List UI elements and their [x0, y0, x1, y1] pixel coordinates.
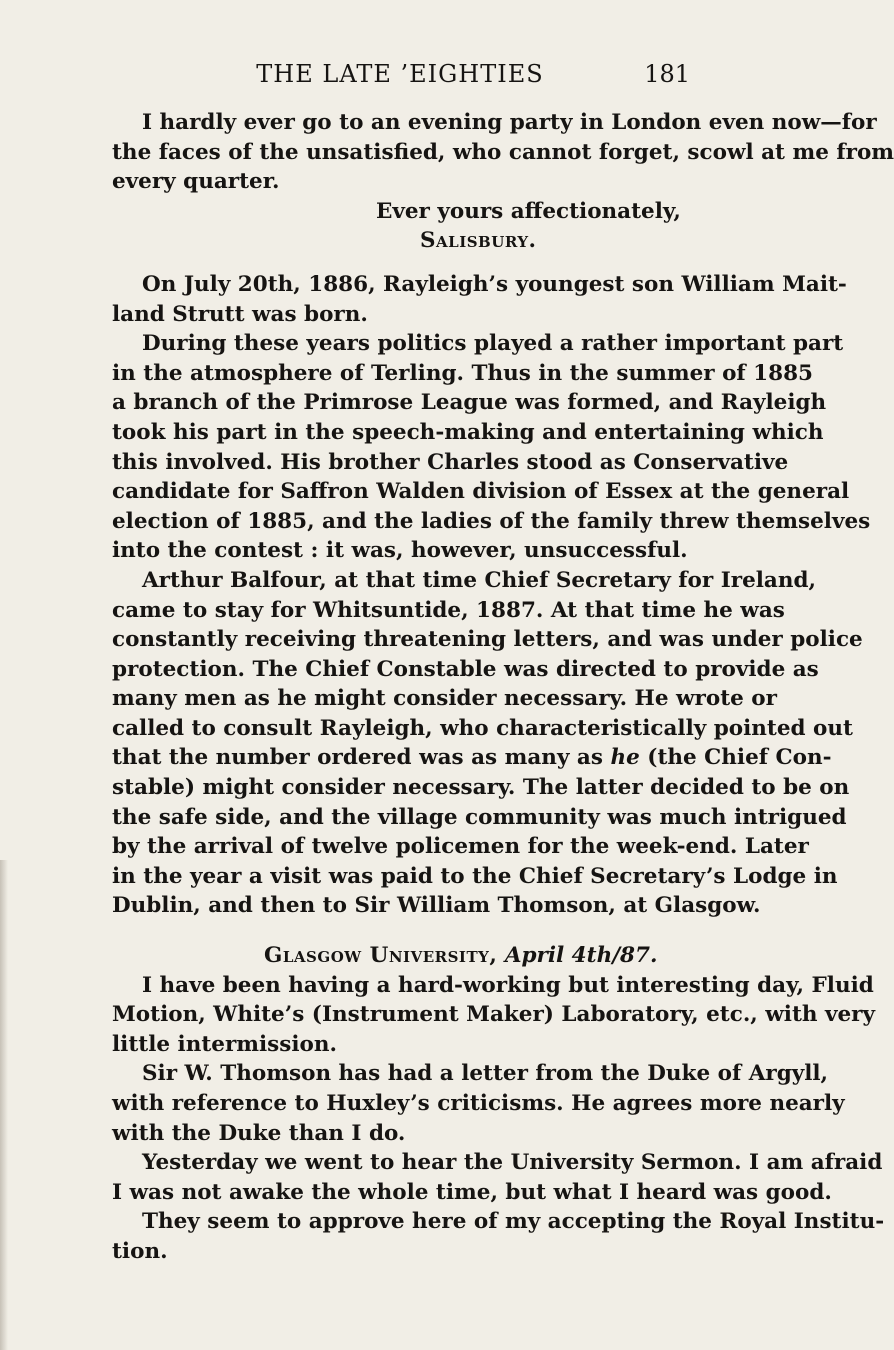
text-line: with reference to Huxley’s criticisms. He agrees more nearly [112, 1091, 845, 1116]
text-line: in the atmosphere of Terling. Thus in the summer of 1885 [112, 360, 813, 386]
letter-signature: Salisbury. [420, 228, 537, 254]
dateline-place: Glasgow University, [264, 943, 498, 969]
text-line: I have been having a hard-working but interesting day, Fluid [142, 972, 874, 998]
text-line: protection. The Chief Constable was directed to provide as [112, 656, 819, 682]
text-line: During these years politics played a rather important part [142, 331, 844, 357]
text-line: with the Duke than I do. [112, 1120, 406, 1146]
text-line: by the arrival of twelve policemen for the week-end. Later [112, 834, 809, 860]
text-line: Sir W. Thomson has had a letter from the Duke of Argyll, [142, 1061, 829, 1087]
paragraph [112, 329, 871, 566]
quoted-letter [112, 941, 885, 1267]
letter-ending [112, 108, 894, 256]
text-line: the faces of the unsatisfied, who cannot forget, scowl at me from [112, 139, 894, 165]
text-line: constantly receiving threatening letters, and was under police [112, 627, 863, 653]
text-line: into the contest : it was, however, unsuccessful. [112, 538, 688, 564]
dateline-date: April 4th/87. [504, 943, 658, 969]
text-line: every quarter. [112, 169, 280, 195]
letter-paragraph [112, 1207, 885, 1266]
text-line: in the year a visit was paid to the Chief Secretary’s Lodge in [112, 863, 838, 889]
letter-paragraph [112, 1059, 845, 1148]
text-segment: that the number ordered was as many as [112, 745, 603, 771]
text-line: Motion, White’s (Instrument Maker) Laboratory, etc., with very [112, 1002, 875, 1028]
page-header [0, 58, 800, 90]
paragraph [112, 566, 863, 921]
text-line: the safe side, and the village community was much intrigued [112, 804, 847, 830]
text-line: took his part in the speech-making and entertaining which [112, 419, 824, 445]
text-line: called to consult Rayleigh, who characteristically pointed out [112, 715, 853, 741]
text-line: stable) might consider necessary. The latter decided to be on [112, 775, 850, 801]
text-line: Yesterday we went to hear the University Sermon. I am afraid [142, 1150, 883, 1176]
text-line: land Strutt was born. [112, 301, 368, 327]
italic-word: he [610, 745, 640, 771]
text-line: many men as he might consider necessary. He wrote or [112, 686, 777, 712]
text-line: came to stay for Whitsuntide, 1887. At that time he was [112, 597, 785, 623]
text-segment: (the Chief Con- [647, 745, 832, 771]
text-line: I was not awake the whole time, but what I heard was good. [112, 1179, 832, 1205]
letter-dateline [112, 941, 700, 971]
text-line-with-italic [112, 743, 832, 773]
text-line: Dublin, and then to Sir William Thomson, at Glasgow. [112, 893, 761, 919]
letter-paragraph [112, 971, 875, 1060]
letter-paragraph [112, 1148, 883, 1207]
text-line: On July 20th, 1886, Rayleigh’s youngest son William Mait- [142, 271, 847, 297]
page-number: 181 [644, 60, 690, 88]
text-line: little intermission. [112, 1031, 338, 1057]
text-line: They seem to approve here of my accepting the Royal Institu- [142, 1209, 885, 1235]
text-line: this involved. His brother Charles stood as Conservative [112, 449, 789, 475]
text-line: candidate for Saffron Walden division of Essex at the general [112, 479, 850, 505]
letter-closing: Ever yours affectionately, [376, 198, 681, 224]
text-line: a branch of the Primrose League was formed, and Rayleigh [112, 390, 827, 416]
text-line: Arthur Balfour, at that time Chief Secretary for Ireland, [142, 567, 817, 593]
page-body [112, 108, 894, 1267]
running-title: THE LATE ’EIGHTIES [256, 60, 544, 88]
binding-shadow [0, 860, 8, 1350]
paragraph [112, 270, 847, 329]
text-line: tion. [112, 1238, 168, 1264]
text-line: I hardly ever go to an evening party in London even now—for [142, 110, 877, 135]
text-line: election of 1885, and the ladies of the family threw themselves [112, 508, 871, 534]
